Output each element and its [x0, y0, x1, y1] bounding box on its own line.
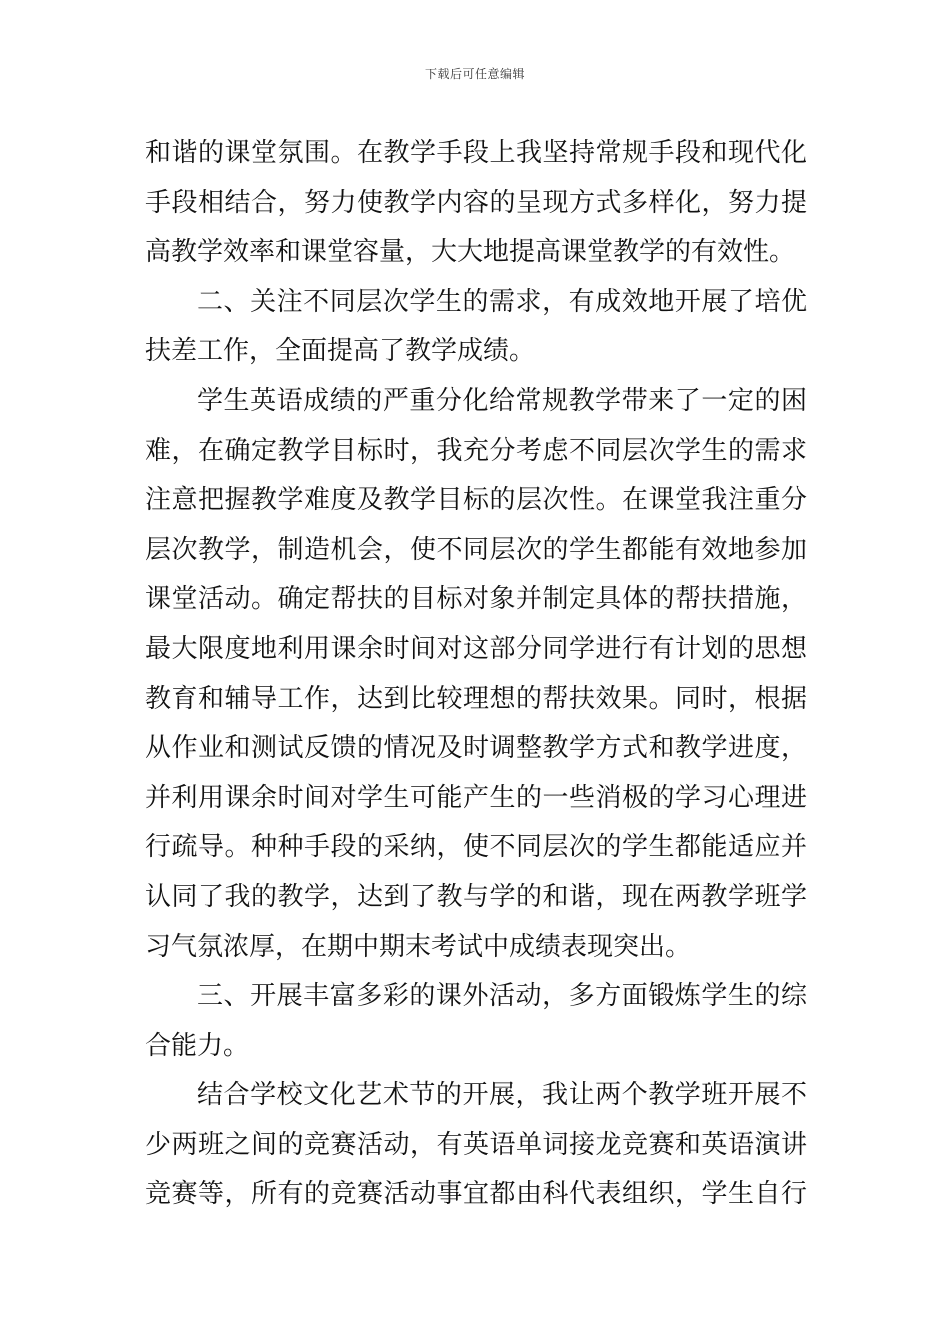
text-line: 竞赛等，所有的竞赛活动事宜都由科代表组织，学生自行 [145, 1179, 807, 1210]
text-line: 二、关注不同层次学生的需求，有成效地开展了培优 [197, 286, 807, 317]
text-line: 三、开展丰富多彩的课外活动，多方面锻炼学生的综 [197, 981, 807, 1012]
text-line: 最大限度地利用课余时间对这部分同学进行有计划的思想 [145, 633, 807, 664]
text-line: 合能力。 [145, 1030, 250, 1061]
text-line: 课堂活动。确定帮扶的目标对象并制定具体的帮扶措施， [145, 584, 807, 615]
text-line: 教育和辅导工作，达到比较理想的帮扶效果。同时，根据 [145, 683, 807, 714]
text-line: 和谐的课堂氛围。在教学手段上我坚持常规手段和现代化 [145, 138, 807, 168]
text-line: 层次教学，制造机会，使不同层次的学生都能有效地参加 [145, 534, 807, 565]
text-line: 少两班之间的竞赛活动，有英语单词接龙竞赛和英语演讲 [145, 1129, 807, 1160]
text-line: 结合学校文化艺术节的开展，我让两个教学班开展不 [197, 1080, 807, 1111]
text-line: 学生英语成绩的严重分化给常规教学带来了一定的困 [197, 385, 807, 416]
text-line: 认同了我的教学，达到了教与学的和谐，现在两教学班学 [145, 881, 807, 912]
document-body [145, 129, 807, 1220]
page-header: 下载后可任意编辑 [424, 67, 525, 81]
text-line: 手段相结合，努力使教学内容的呈现方式多样化，努力提 [145, 187, 807, 218]
text-line: 难，在确定教学目标时，我充分考虑不同层次学生的需求 [145, 435, 807, 466]
text-line: 行疏导。种种手段的采纳，使不同层次的学生都能适应并 [145, 832, 807, 863]
text-line: 并利用课余时间对学生可能产生的一些消极的学习心理进 [145, 782, 807, 813]
text-line: 习气氛浓厚，在期中期末考试中成绩表现突出。 [145, 931, 692, 962]
text-line: 高教学效率和课堂容量，大大地提高课堂教学的有效性。 [145, 237, 796, 268]
text-line: 注意把握教学难度及教学目标的层次性。在课堂我注重分 [145, 485, 807, 516]
text-line: 从作业和测试反馈的情况及时调整教学方式和教学进度， [145, 733, 807, 764]
text-line: 扶差工作，全面提高了教学成绩。 [145, 336, 536, 367]
